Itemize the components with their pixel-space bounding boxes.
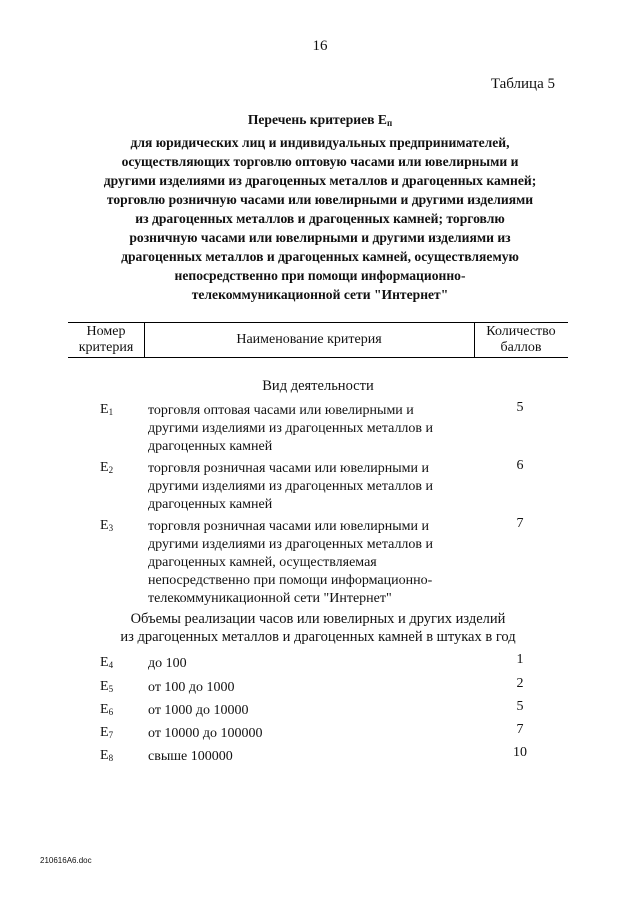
criterion-name: торговля розничная часами или ювелирными и другими изделиями из драгоценных металлов и драгоценных камней (148, 461, 434, 512)
criterion-code: $E_1$ (100, 402, 114, 417)
criterion-code: $E_3$ (100, 518, 114, 533)
criterion-name: от 100 до 1000 (148, 680, 235, 695)
page-number: 16 (312, 38, 328, 54)
header-points: Количество баллов (486, 324, 556, 355)
criterion-name: до 100 (148, 656, 187, 671)
criterion-points: 10 (513, 745, 527, 760)
table-header-bottom-rule (68, 357, 568, 358)
table-label: Таблица 5 (490, 76, 555, 92)
criterion-name: от 1000 до 10000 (148, 703, 249, 718)
criterion-points: 5 (516, 699, 524, 714)
title-line: из драгоценных металлов и драгоценных камней; торговлю (135, 211, 505, 226)
title-line: для юридических лиц и индивидуальных предпринимателей, (130, 135, 510, 150)
criterion-code: $E_2$ (100, 460, 114, 475)
criterion-name: от 10000 до 100000 (148, 726, 263, 741)
criterion-points: 2 (516, 676, 524, 691)
title-line: другими изделиями из драгоценных металлов и драгоценных камней; (103, 173, 537, 188)
criterion-points: 6 (516, 458, 524, 473)
title-line: торговлю розничную часами или ювелирными и другими изделиями (106, 192, 534, 207)
criterion-name: торговля оптовая часами или ювелирными и другими изделиями из драгоценных металлов и драгоценных камней (148, 403, 434, 454)
criterion-code: $E_5$ (100, 679, 114, 694)
criterion-points: 7 (516, 516, 524, 531)
title-line: осуществляющих торговлю оптовую часами или ювелирными и (121, 154, 519, 169)
criterion-code: $E_7$ (100, 725, 114, 740)
title-line: непосредственно при помощи информационно- (174, 268, 466, 283)
title-line: розничную часами или ювелирными и другими изделиями из (129, 230, 511, 245)
title-line: драгоценных металлов и драгоценных камней, осуществляемую (121, 249, 519, 264)
criterion-code: $E_6$ (100, 702, 114, 717)
title-line: телекоммуникационной сети "Интернет" (191, 287, 449, 302)
section-title-volume: Объемы реализации часов или ювелирных и других изделий из драгоценных металлов и драгоценных камней в штуках в год (120, 611, 516, 645)
criterion-points: 5 (516, 400, 524, 415)
header-criterion-name: Наименование критерия (236, 332, 382, 347)
title-line: Перечень критериев $E_п$ (247, 112, 393, 128)
criterion-name: торговля розничная часами или ювелирными и другими изделиями из драгоценных металлов и драгоценных камней, осуществляемая непосредственно при помощи информационно- телекоммуникационной сети "Интернет" (148, 519, 434, 606)
criterion-code: $E_8$ (100, 748, 114, 763)
table-header-top-rule (68, 322, 568, 323)
criterion-code: $E_4$ (100, 655, 114, 670)
section-title-activity: Вид деятельности (262, 378, 374, 394)
criterion-name: свыше 100000 (148, 749, 233, 764)
header-criterion-number: Номер критерия (78, 324, 134, 355)
criterion-points: 7 (516, 722, 524, 737)
criterion-points: 1 (516, 652, 524, 667)
document-title (70, 110, 570, 304)
footer-filename: 210616A6.doc (40, 856, 92, 865)
